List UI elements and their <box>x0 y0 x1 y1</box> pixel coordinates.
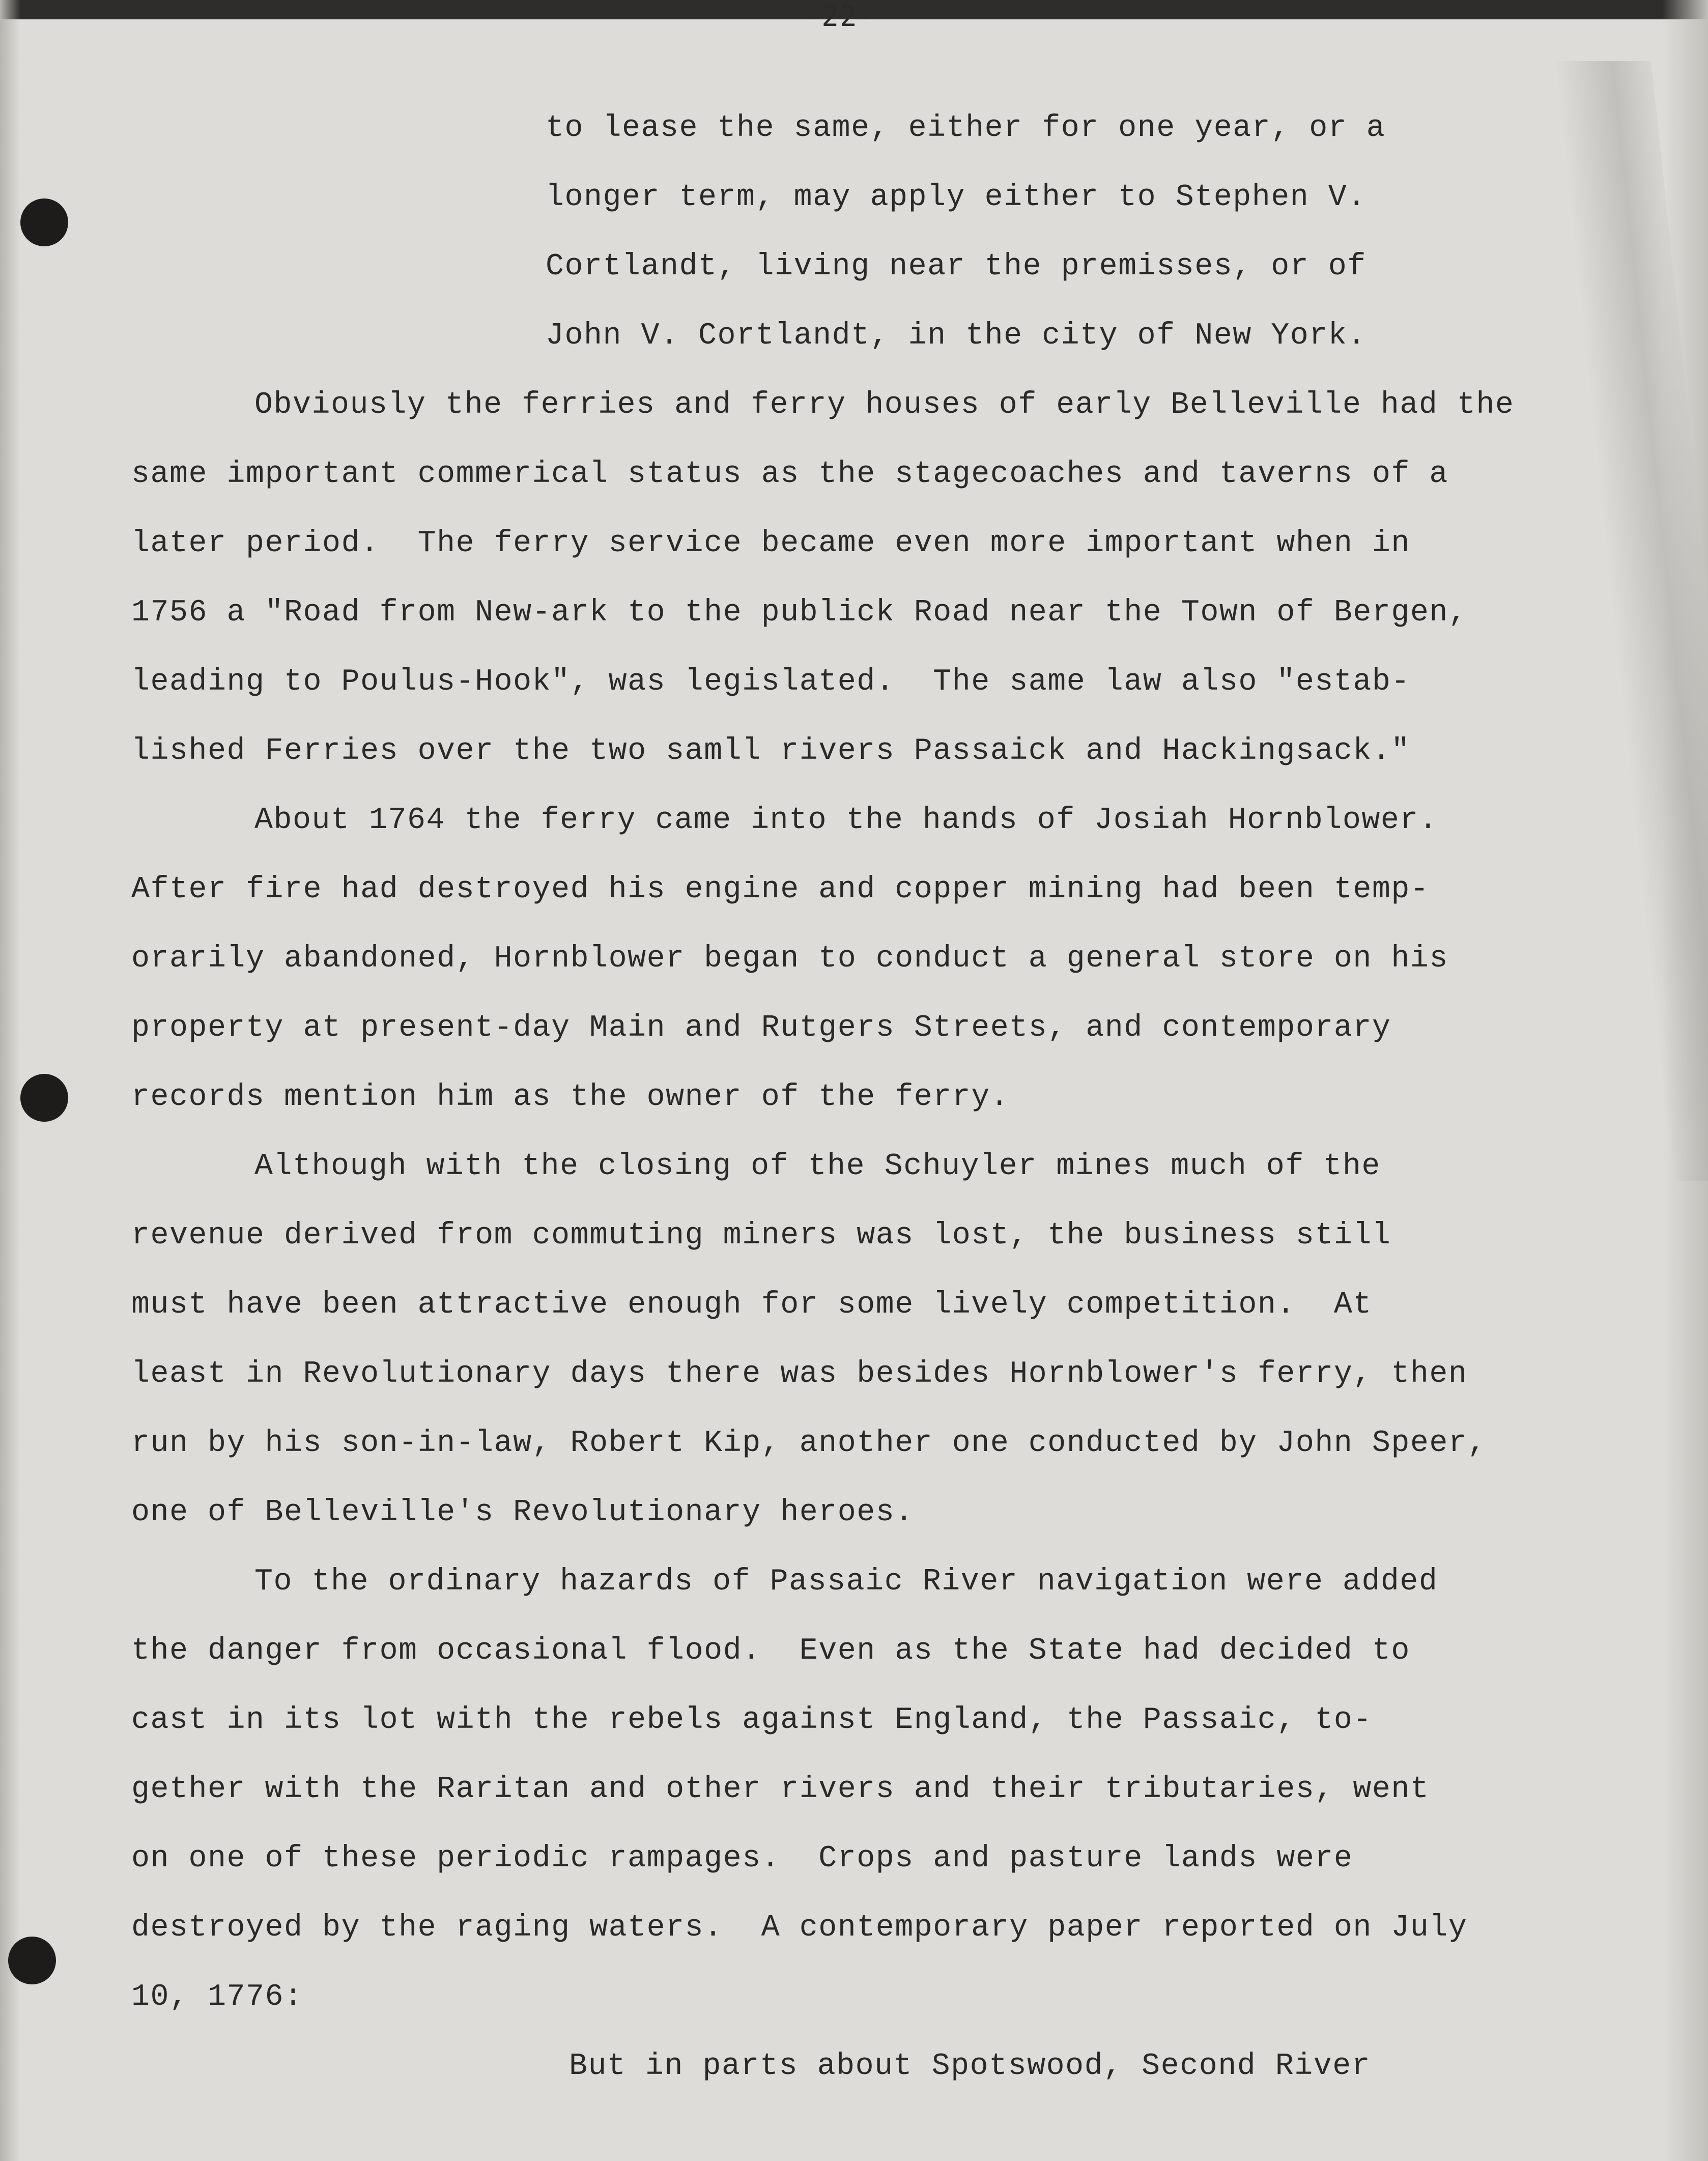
text-line: least in Revolutionary days there was besides Hornblower's ferry, then <box>131 1357 1468 1391</box>
text-line: 10, 1776: <box>131 1980 303 2014</box>
paragraph-first-line: About 1764 the ferry came into the hands of Josiah Hornblower. <box>254 803 1438 838</box>
text-line: run by his son-in-law, Robert Kip, another one conducted by John Speer, <box>131 1426 1487 1461</box>
text-line: revenue derived from commuting miners was lost, the business still <box>131 1218 1391 1253</box>
text-line: records mention him as the owner of the ferry. <box>131 1080 1010 1115</box>
text-line: longer term, may apply either to Stephen V. <box>546 180 1367 215</box>
text-line: the danger from occasional flood. Even as the State had decided to <box>131 1634 1410 1668</box>
text-line: gether with the Raritan and other rivers and their tributaries, went <box>131 1772 1430 1807</box>
text-line: After fire had destroyed his engine and copper mining had been temp- <box>131 872 1430 907</box>
quote-first-line: But in parts about Spotswood, Second River <box>569 2049 1371 2084</box>
text-line: cast in its lot with the rebels against England, the Passaic, to- <box>131 1703 1372 1738</box>
paragraph-first-line: To the ordinary hazards of Passaic River navigation were added <box>254 1565 1438 1599</box>
text-line: Cortlandt, living near the premisses, or of <box>546 249 1367 284</box>
text-line: orarily abandoned, Hornblower began to conduct a general store on his <box>131 942 1448 976</box>
text-line: property at present-day Main and Rutgers Streets, and contemporary <box>131 1011 1391 1045</box>
paragraph-first-line: Obviously the ferries and ferry houses of early Belleville had the <box>254 388 1515 422</box>
text-line: John V. Cortlandt, in the city of New York. <box>546 319 1367 353</box>
text-line: on one of these periodic rampages. Crops and pasture lands were <box>131 1841 1353 1876</box>
text-line: one of Belleville's Revolutionary heroes. <box>131 1495 914 1530</box>
text-line: 1756 a "Road from New-ark to the publick Road near the Town of Bergen, <box>131 595 1468 630</box>
text-line: must have been attractive enough for some lively competition. At <box>131 1288 1372 1322</box>
text-line: later period. The ferry service became even more important when in <box>131 526 1410 561</box>
text-line: lished Ferries over the two samll rivers Passaick and Hackingsack." <box>131 734 1410 769</box>
page-number: -22- <box>803 0 876 33</box>
text-line: same important commerical status as the stagecoaches and taverns of a <box>131 457 1448 492</box>
text-line: destroyed by the raging waters. A contemporary paper reported on July <box>131 1911 1468 1945</box>
text-line: to lease the same, either for one year, or a <box>546 111 1386 146</box>
paragraph-first-line: Although with the closing of the Schuyler mines much of the <box>254 1149 1381 1184</box>
text-line: leading to Poulus-Hook", was legislated. The same law also "estab- <box>131 665 1410 699</box>
